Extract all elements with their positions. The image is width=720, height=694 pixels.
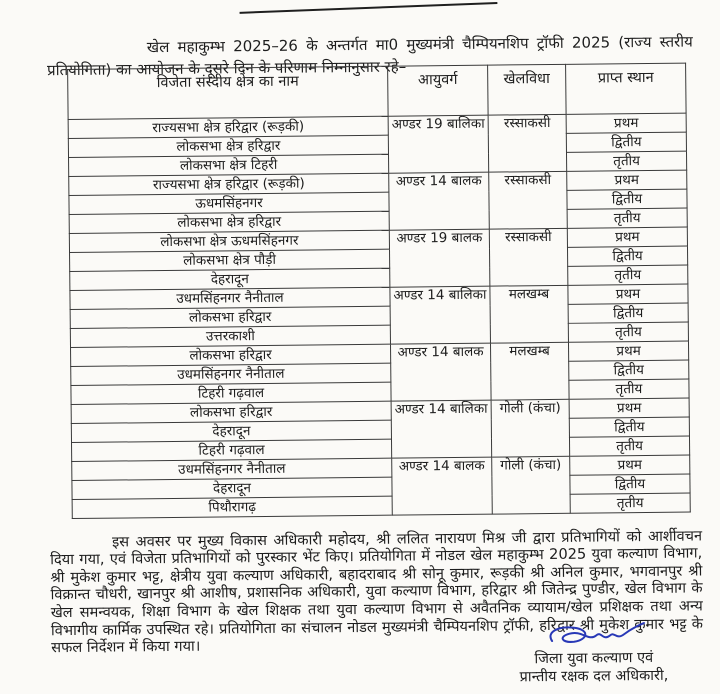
place-cell: द्वितीय bbox=[566, 132, 686, 152]
winner-cell: उधमसिंहनगर नैनीताल bbox=[70, 287, 390, 309]
winner-cell: लोकसभा क्षेत्र हरिद्वार bbox=[69, 211, 389, 233]
place-cell: तृतीय bbox=[567, 208, 687, 228]
winner-cell: लोकसभा क्षेत्र ऊधमसिंहनगर bbox=[69, 230, 389, 252]
winner-cell: उधमसिंहनगर नैनीताल bbox=[71, 363, 391, 385]
place-cell: प्रथम bbox=[566, 113, 686, 133]
age-group-cell: अण्डर 14 बालक bbox=[392, 457, 493, 515]
winner-cell: लोकसभा क्षेत्र हरिद्वार bbox=[68, 135, 388, 157]
place-cell: प्रथम bbox=[569, 398, 689, 418]
age-group-cell: अण्डर 14 बालक bbox=[389, 172, 490, 230]
winner-cell: लोकसभा हरिद्वार bbox=[70, 306, 390, 328]
signatory-title-line1: जिला युवा कल्याण एवं bbox=[534, 649, 654, 668]
age-group-cell: अण्डर 14 बालिका bbox=[390, 286, 491, 344]
winner-cell: उत्तरकाशी bbox=[70, 325, 390, 347]
sport-cell: गोली (कंचा) bbox=[492, 456, 571, 514]
sport-cell: रस्साकसी bbox=[489, 171, 568, 229]
place-cell: तृतीय bbox=[569, 436, 689, 456]
place-cell: द्वितीय bbox=[567, 189, 687, 209]
place-cell: तृतीय bbox=[568, 265, 688, 285]
place-cell: द्वितीय bbox=[570, 474, 690, 494]
age-group-cell: अण्डर 14 बालिका bbox=[391, 400, 492, 458]
winner-cell: उधमसिंहनगर नैनीताल bbox=[72, 458, 392, 480]
header-sport: खेलविधा bbox=[488, 64, 567, 115]
intro-paragraph: खेल महाकुम्भ 2025–26 के अन्तर्गत मा0 मुख्यमंत्री चैम्पियनशिप ट्रॉफी 2025 (राज्य स्तरीय प्रतियोगिता) का आयोजन के दूसरे दिन के परिणाम निम्नानुसार रहे– bbox=[47, 32, 693, 79]
table-header-row bbox=[68, 63, 686, 119]
place-cell: द्वितीय bbox=[569, 417, 689, 437]
closing-paragraph: इस अवसर पर मुख्य विकास अधिकारी महोदय, श्री ललित नारायण मिश्र जी द्वारा प्रतिभागियों को आर्शीवचन दिया गया, एवं विजेता प्रतिभागियों को पुरस्कार भेंट किए। प्रतियोगिता में नोडल खेल महाकुम्भ 2025 युवा कल्याण विभाग, श्री मुकेश कुमार भट्ट, क्षेत्रीय युवा कल्याण अधिकारी, बहादराबाद श्री सोनू कुमार, रूड़की श्री अनिल कुमार, भगवानपुर श्री विक्रान्त चौधरी, खानपुर श्री आशीष, प्रशासनिक अधिकारी, युवा कल्याण विभाग, हरिद्वार श्री जितेन्द्र पुण्डीर, खेल विभाग के खेल समन्वयक, शिक्षा विभाग के खेल शिक्षक तथा युवा कल्याण विभाग से अवैतनिक व्यायाम/खेल प्रशिक्षक तथा अन्य विभागीय कार्मिक उपस्थित रहे। प्रतियोगिता का संचालन नोडल मुख्यमंत्री चैम्पियनशिप ट्रॉफी, हरिद्वार श्री मुकेश कुमार भट्ट के सफल निर्देशन में किया गया। bbox=[50, 527, 704, 657]
place-cell: प्रथम bbox=[570, 455, 690, 475]
signature-block bbox=[486, 620, 702, 686]
signatory-title-line2: प्रान्तीय रक्षक दल अधिकारी, bbox=[519, 667, 669, 685]
winner-cell: लोकसभा क्षेत्र पौड़ी bbox=[70, 249, 390, 271]
header-winner-constituency: विजेता संस्दीय क्षेत्र का नाम bbox=[68, 66, 389, 119]
winner-cell: लोकसभा क्षेत्र टिहरी bbox=[69, 154, 389, 176]
sport-cell: मलखम्ब bbox=[490, 285, 569, 343]
winner-cell: टिहरी गढ़वाल bbox=[71, 382, 391, 404]
winner-cell: ऊधमसिंहनगर bbox=[69, 192, 389, 214]
place-cell: द्वितीय bbox=[569, 360, 689, 380]
place-cell: प्रथम bbox=[567, 227, 687, 247]
winner-cell: लोकसभा हरिद्वार bbox=[71, 401, 391, 423]
age-group-cell: अण्डर 19 बालक bbox=[389, 229, 490, 287]
winner-cell: देहरादून bbox=[72, 477, 392, 499]
place-cell: तृतीय bbox=[568, 322, 688, 342]
place-cell: द्वितीय bbox=[567, 246, 687, 266]
place-cell: द्वितीय bbox=[568, 303, 688, 323]
age-group-cell: अण्डर 19 बालिका bbox=[388, 115, 489, 173]
winner-cell: पिथौरागढ़ bbox=[72, 496, 392, 518]
place-cell: तृतीय bbox=[569, 379, 689, 399]
winner-cell: देहरादून bbox=[70, 268, 390, 290]
header-age-group: आयुवर्ग bbox=[388, 65, 489, 116]
cutoff-heading-underline bbox=[240, 2, 498, 14]
sport-cell: रस्साकसी bbox=[489, 228, 568, 286]
place-cell: प्रथम bbox=[567, 170, 687, 190]
winner-cell: टिहरी गढ़वाल bbox=[72, 439, 392, 461]
results-table bbox=[67, 63, 691, 519]
place-cell: तृतीय bbox=[570, 493, 690, 513]
header-place: प्राप्त स्थान bbox=[566, 63, 687, 114]
sport-cell: रस्साकसी bbox=[488, 114, 567, 172]
sport-cell: गोली (कंचा) bbox=[491, 399, 570, 457]
winner-cell: लोकसभा हरिद्वार bbox=[71, 344, 391, 366]
place-cell: तृतीय bbox=[566, 151, 686, 171]
sport-cell: मलखम्ब bbox=[490, 342, 569, 400]
signature-scribble-icon bbox=[541, 621, 645, 650]
place-cell: प्रथम bbox=[568, 341, 688, 361]
winner-cell: देहरादून bbox=[71, 420, 391, 442]
winner-cell: राज्यसभा क्षेत्र हरिद्वार (रूड़की) bbox=[68, 116, 388, 138]
place-cell: प्रथम bbox=[568, 284, 688, 304]
winner-cell: राज्यसभा क्षेत्र हरिद्वार (रूड़की) bbox=[69, 173, 389, 195]
age-group-cell: अण्डर 14 बालक bbox=[390, 343, 491, 401]
